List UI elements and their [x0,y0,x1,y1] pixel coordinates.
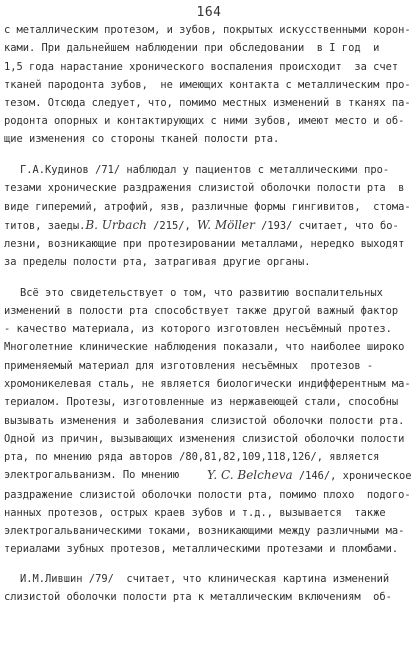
text-line-belcheva [207,468,418,483]
text-segment: /146/, хроническое [292,470,412,482]
text-line: тканей пародонта зубов, не имеющих контакта с металлическим про- [4,79,411,91]
text-line: электрогальванизм. По мнению [4,469,180,481]
text-line: нанных протезов, острых краев зубов и т.д., вызывается также [4,507,386,519]
text-line: териалами зубных протезов, металлическими протезами и пломбами. [4,543,399,555]
text-line: виде гиперемий, атрофий, язв, различные формы гингивитов, стома- [4,201,411,213]
text-line: изменений в полости рта способствует также другой важный фактор [4,305,399,317]
text-line: тезами хронические раздражения слизистой оболочки полости рта в [4,182,405,194]
text-line: слизистой оболочки полости рта к металлическим включениям об- [4,591,392,603]
text-line: рта, по мнению ряда авторов /80,81,82,109,118,126/, является [4,451,380,463]
text-line: применяемый материал для изготовления несъёмных протезов - [4,360,374,372]
text-segment: титов, заеды. [4,220,86,232]
text-line: с металлическим протезом, и зубов, покрытых искусственными корон- [4,24,411,36]
text-line: ками. При дальнейшем наблюдении при обследовании в I год и [4,42,380,54]
text-line: Одной из причин, вызывающих изменения слизистой оболочки полости [4,433,405,445]
text-line: териалом. Протезы, изготовленные из нержавеющей стали, способны [4,396,399,408]
page-number: 164 [196,5,222,20]
text-line: Г.А.Кудинов /71/ наблюдал у пациентов с металлическими про- [20,164,390,176]
text-line: тезом. Отсюда следует, что, помимо местных изменений в тканях па- [4,97,411,109]
text-line: раздражение слизистой оболочки полости рта, помимо плохо подого- [4,489,411,501]
handwritten-author-moller: W. Möller [196,218,255,232]
text-segment: /215/, [146,220,197,232]
text-line: вызывать изменения и заболевания слизистой оболочки полости рта. [4,415,405,427]
text-line-authors [4,218,418,233]
handwritten-author-belcheva: Y. C. Belcheva [207,468,293,482]
text-line: Всё это свидетельствует о том, что развитию воспалительных [20,287,383,299]
text-line: за пределы полости рта, затрагивая другие органы. [4,256,311,268]
handwritten-author-urbach: B. Urbach [85,218,147,232]
text-line: родонта опорных и контактирующих с ними зубов, имеют место и об- [4,115,405,127]
text-line: щие изменения со стороны тканей полости рта. [4,133,280,145]
text-line: электрогальваническими токами, возникающими между различными ма- [4,525,405,537]
text-segment: /193/ считает, что бо- [254,220,399,232]
text-line: 1,5 года нарастание хронического воспаления происходит за счет [4,61,399,73]
text-line: Многолетние клинические наблюдения показали, что наиболее широко [4,341,405,353]
text-line: И.М.Лившин /79/ считает, что клиническая картина изменений [20,573,390,585]
text-line: лезни, возникающие при протезировании металлами, нередко выходят [4,238,405,250]
text-line: - качество материала, из которого изготовлен несъёмный протез. [4,323,392,335]
text-line: хромоникелевая сталь, не является биологически индифферентным ма- [4,378,411,390]
